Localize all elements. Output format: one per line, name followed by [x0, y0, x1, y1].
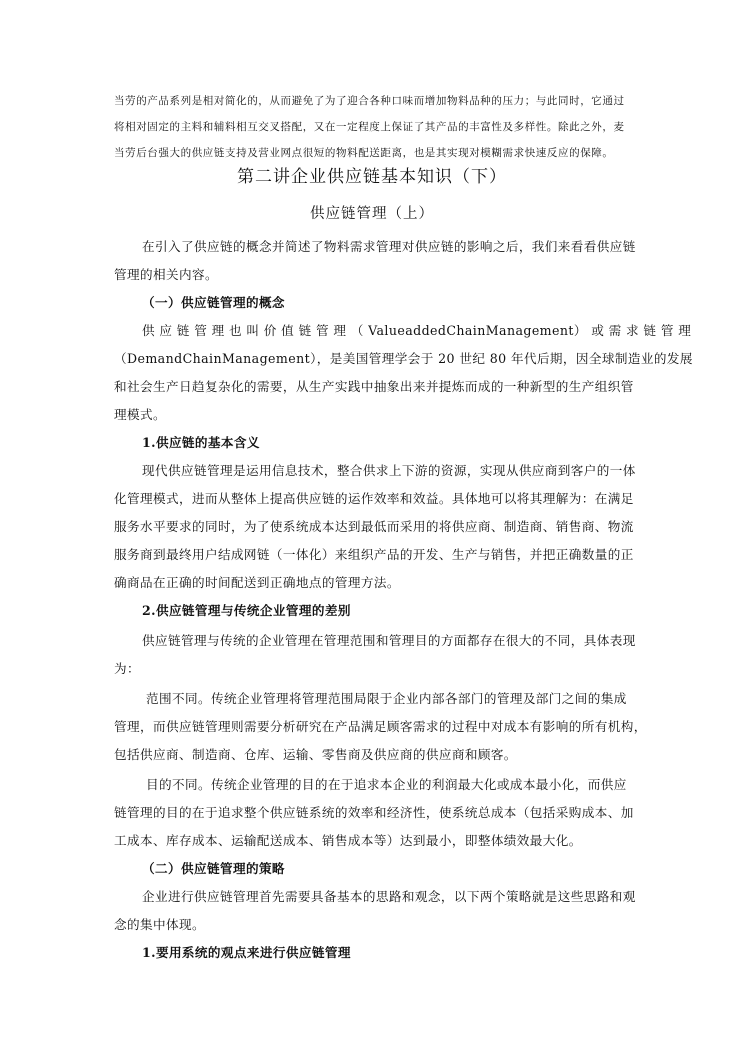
body-line: 为： — [114, 661, 140, 676]
body-line: 供 应 链 管 理 也 叫 价 值 链 管 理 （ ValueaddedChainManagement） 或 需 求 链 管 理 — [142, 323, 692, 338]
subsection-heading: 1.要用系统的观点来进行供应链管理 — [142, 945, 351, 960]
subsection-heading: 2.供应链管理与传统企业管理的差别 — [142, 603, 351, 618]
intro-line: 将相对固定的主料和辅料相互交叉搭配，又在一定程度上保证了其产品的丰富性及多样性。除此之外，麦 — [114, 121, 625, 133]
body-line: （DemandChainManagement），是美国管理学会于 20 世纪 80 年代后期，因全球制造业的发展 — [114, 351, 693, 366]
intro-paragraph — [114, 88, 634, 166]
body-line: 在引入了供应链的概念并简述了物料需求管理对供应链的影响之后，我们来看看供应链 — [142, 239, 636, 254]
intro-line: 当劳的产品系列是相对简化的，从而避免了为了迎合各种口味而增加物料品种的压力；与此同时，它通过 — [114, 95, 625, 107]
body-line: 目的不同。传统企业管理的目的在于追求本企业的利润最大化或成本最小化，而供应 — [146, 777, 627, 792]
body-line: 工成本、库存成本、运输配送成本、销售成本等）达到最小，即整体绩效最大化。 — [114, 833, 582, 848]
body-line: 服务水平要求的同时，为了使系统成本达到最低而采用的将供应商、制造商、销售商、物流 — [114, 519, 634, 534]
body-line: 确商品在正确的时间配送到正确地点的管理方法。 — [114, 575, 400, 590]
body-line: 管理的相关内容。 — [114, 267, 218, 282]
section-heading: （二）供应链管理的策略 — [142, 861, 285, 876]
lecture-title: 第二讲企业供应链基本知识（下） — [237, 167, 507, 187]
section-heading: （一）供应链管理的概念 — [142, 295, 285, 310]
subsection-heading: 1.供应链的基本含义 — [142, 435, 260, 450]
body-line: 管理，而供应链管理则需要分析研究在产品满足顾客需求的过程中对成本有影响的所有机构， — [114, 719, 647, 734]
body-line: 化管理模式，进而从整体上提高供应链的运作效率和效益。具体地可以将其理解为：在满足 — [114, 491, 634, 506]
body-line: 包括供应商、制造商、仓库、运输、零售商及供应商的供应商和顾客。 — [114, 747, 517, 762]
body-line: 供应链管理与传统的企业管理在管理范围和管理目的方面都存在很大的不同，具体表现 — [142, 633, 636, 648]
body-line: 范围不同。传统企业管理将管理范围局限于企业内部各部门的管理及部门之间的集成 — [146, 691, 627, 706]
section-subtitle: 供应链管理（上） — [310, 206, 434, 222]
intro-line: 当劳后台强大的供应链支持及营业网点很短的物料配送距离，也是其实现对模糊需求快速反应的保障。 — [114, 147, 614, 159]
body-line: 和社会生产日趋复杂化的需要，从生产实践中抽象出来并提炼而成的一种新型的生产组织管 — [114, 379, 634, 394]
body-line: 念的集中体现。 — [114, 917, 205, 932]
body-line: 链管理的目的在于追求整个供应链系统的效率和经济性，使系统总成本（包括采购成本、加 — [114, 805, 634, 820]
body-line: 现代供应链管理是运用信息技术，整合供求上下游的资源，实现从供应商到客户的一体 — [142, 463, 636, 478]
body-line: 企业进行供应链管理首先需要具备基本的思路和观念，以下两个策略就是这些思路和观 — [142, 889, 636, 904]
body-line: 服务商到最终用户结成网链（一体化）来组织产品的开发、生产与销售，并把正确数量的正 — [114, 547, 634, 562]
body-line: 理模式。 — [114, 407, 166, 422]
